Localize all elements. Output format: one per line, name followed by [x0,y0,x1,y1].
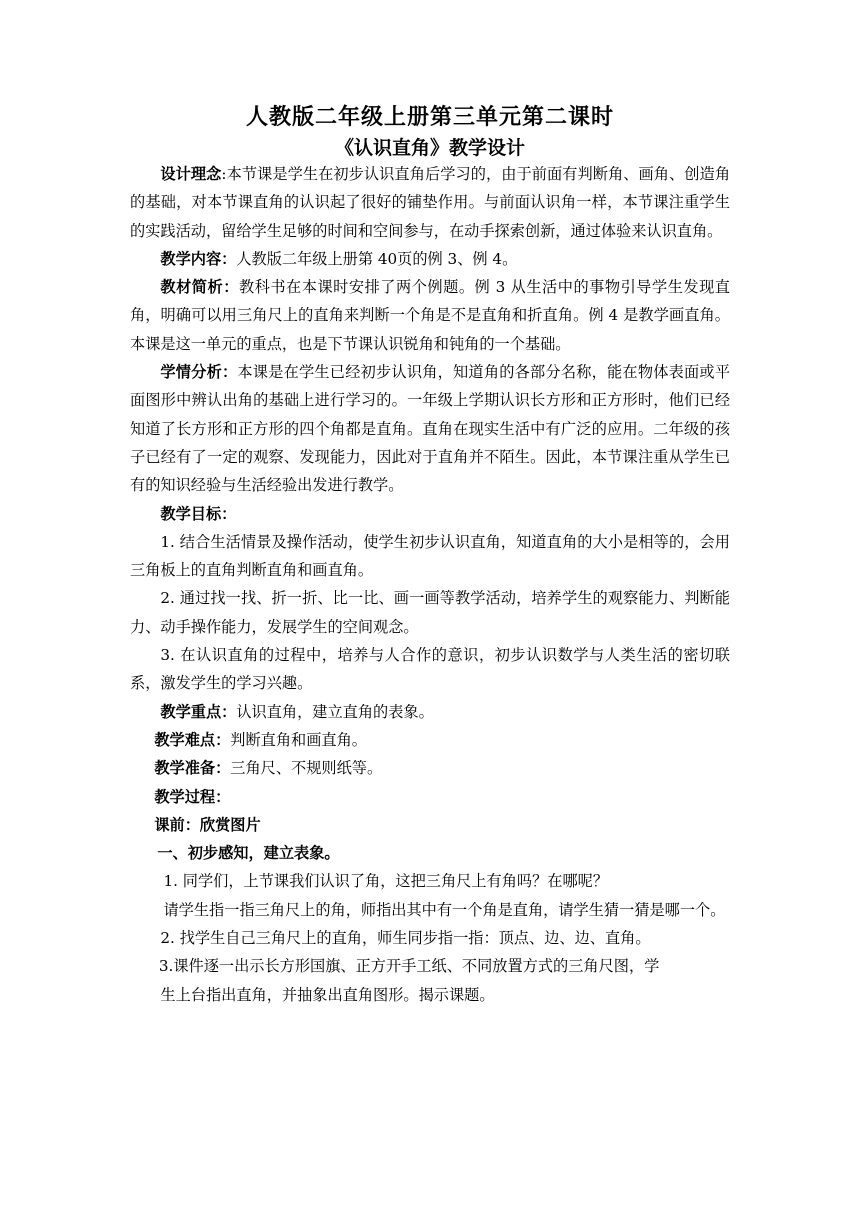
goal-item: 1. 结合生活情景及操作活动，使学生初步认识直角，知道直角的大小是相等的，会用三角板上的直角判断直角和画直角。 [130,532,730,580]
preparation-paragraph [130,754,730,782]
document-title: 人教版二年级上册第三单元第二课时 [245,105,614,130]
goal-item: 3. 在认识直角的过程中，培养与人合作的意识，初步认识数学与人类生活的密切联系，激发学生的学习兴趣。 [130,646,730,693]
key-point-label: 教学重点： [160,702,237,721]
content-paragraph [130,245,730,273]
material-text: 教科书在本课时安排了两个例题。例 3 从生活中的事物引导学生发现直角，明确可以用三角尺上的直角来判断一个角是不是直角和折直角。例 4 是教学画直角。本课是这一单元的重点，也是下节课认识锐角和钝角的一个基础。 [130,278,730,353]
content-label: 教学内容： [160,249,237,268]
part1-item: 生上台指出直角，并抽象出直角图形。揭示课题。 [160,985,495,1004]
part1-label: 一、初步感知，建立表象。 [157,844,340,863]
preparation-label: 教学准备： [154,759,231,778]
part1-item: 3.课件逐一出示长方形国旗、正方开手工纸、不同放置方式的三角尺图，学 [158,957,660,976]
difficulty-text: 判断直角和画直角。 [230,730,367,749]
material-label: 教材简析： [160,278,239,297]
students-paragraph [130,358,730,499]
key-point-text: 认识直角，建立直角的表象。 [236,702,434,721]
goal-item: 2. 通过找一找、折一折、比一比、画一画等教学活动，培养学生的观察能力、判断能力、动手操作能力，发展学生的空间观念。 [130,589,730,636]
process-label: 教学过程： [154,787,231,806]
document-subtitle: 《认识直角》教学设计 [334,137,525,159]
difficulty-paragraph [130,726,730,754]
material-paragraph [130,273,730,358]
before-class-label: 课前：欣赏图片 [154,815,261,834]
students-label: 学情分析： [160,363,238,382]
document-body [130,160,730,1009]
design-concept-paragraph [130,160,730,245]
before-class-heading [130,811,730,839]
content-text: 人教版二年级上册第 40页的例 3、例 4。 [236,249,518,268]
students-text: 本课是在学生已经初步认识角，知道角的各部分名称，能在物体表面或平面图形中辨认出角的基础上进行学习的。一年级上学期认识长方形和正方形时，他们已经知道了长方形和正方形的四个角都是直角。直角在现实生活中有广泛的应用。二年级的孩子已经有了一定的观察、发现能力，因此对于直角并不陌生。因此，本节课注重从学生已有的知识经验与生活经验出发进行教学。 [130,363,731,495]
part1-heading [130,839,730,867]
part1-item: 2. 找学生自己三角尺上的直角，师生同步指一指：顶点、边、边、直角。 [160,929,651,948]
part1-item: 1. 同学们，上节课我们认识了角，这把三角尺上有角吗？在哪呢？ [163,872,609,891]
key-point-paragraph [130,698,730,726]
design-concept-separator: : [221,165,227,183]
goals-heading [130,500,730,528]
goals-label: 教学目标： [160,504,237,523]
process-heading [130,783,730,811]
design-concept-text: 本节课是学生在初步认识直角后学习的，由于前面有判断角、画角、创造角的基础，对本节课直角的认识起了很好的铺垫作用。与前面认识角一样，本节课注重学生的实践活动，留给学生足够的时间和空间参与，在动手探索创新，通过体验来认识直角。 [130,165,731,240]
part1-item: 请学生指一指三角尺上的角，师指出其中有一个角是直角，请学生猜一猜是哪一个。 [163,900,726,919]
preparation-text: 三角尺、不规则纸等。 [230,759,383,778]
difficulty-label: 教学难点： [154,730,231,749]
design-concept-label: 设计理念 [160,165,222,183]
